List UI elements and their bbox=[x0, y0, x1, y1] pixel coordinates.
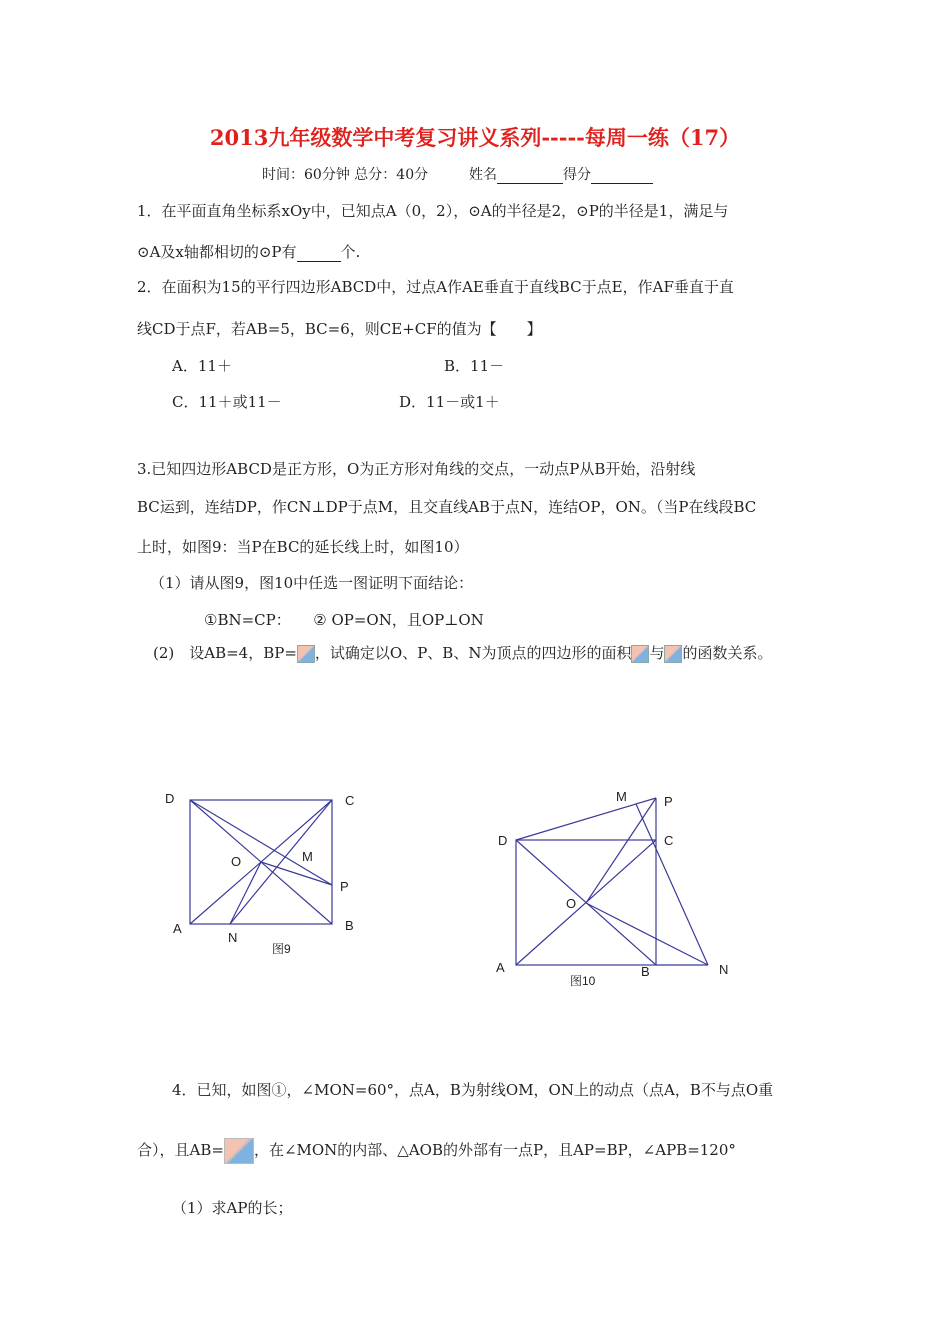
figure-9 bbox=[160, 785, 380, 955]
q2-option-a: A．11＋ bbox=[172, 357, 232, 375]
formula-image-icon bbox=[631, 645, 649, 663]
q4-part1: （1）求AP的长； bbox=[172, 1199, 293, 1217]
q3-part1: （1）请从图9，图10中任选一图证明下面结论： bbox=[150, 574, 474, 592]
fig10-label-c: C bbox=[664, 833, 674, 848]
q1-line2-end: 个. bbox=[340, 243, 361, 261]
fig9-line-on bbox=[230, 862, 261, 924]
formula-image-icon bbox=[224, 1138, 254, 1164]
formula-image-icon bbox=[297, 645, 315, 663]
q3-part2-b: ，试确定以O、P、B、N为顶点的四边形的面积 bbox=[314, 644, 632, 662]
q3-part2-a: (2) 设AB=4，BP= bbox=[153, 644, 297, 662]
q3-line2: BC运到，连结DP，作CN⊥DP于点M，且交直线AB于点N，连结OP，ON。（当P在线段BC bbox=[137, 498, 757, 516]
fig9-label-d: D bbox=[165, 791, 175, 806]
fig10-label-o: O bbox=[566, 896, 577, 911]
q4-line2-a: 合），且AB= bbox=[137, 1141, 224, 1159]
q1-line1: 1．在平面直角坐标系xOy中，已知点A（0，2），⊙A的半径是2，⊙P的半径是1，满足与 bbox=[137, 202, 729, 220]
fig10-line-mn bbox=[636, 804, 708, 965]
fig10-line-dp bbox=[516, 798, 656, 840]
fig9-label-o: O bbox=[231, 854, 242, 869]
fig10-line-on bbox=[586, 903, 708, 965]
formula-image-icon bbox=[664, 645, 682, 663]
points-blank bbox=[591, 167, 653, 184]
q2-line2: 线CD于点F，若AB=5，BC=6，则CE+CF的值为【 】 bbox=[137, 320, 542, 338]
fig9-caption: 图9 bbox=[272, 942, 291, 955]
fig9-label-p: P bbox=[340, 879, 349, 894]
fig10-label-a: A bbox=[496, 960, 505, 975]
q1-answer-blank bbox=[297, 243, 341, 262]
q4-line2 bbox=[137, 1138, 736, 1164]
q3-part2 bbox=[153, 642, 772, 663]
q4-line1: 4．已知，如图①，∠MON=60°，点A，B为射线OM，ON上的动点（点A，B不与点O重 bbox=[172, 1081, 774, 1099]
q2-option-b: B．11－ bbox=[444, 357, 505, 375]
fig9-label-b: B bbox=[345, 918, 354, 933]
exam-header bbox=[262, 164, 653, 184]
q3-line3: 上时，如图9：当P在BC的延长线上时，如图10） bbox=[137, 538, 469, 556]
page-title: 2013九年级数学中考复习讲义系列-----每周一练（17） bbox=[209, 125, 741, 150]
q1-line2 bbox=[137, 241, 360, 262]
q2-option-c: C．11＋或11－ bbox=[172, 393, 282, 411]
q3-part2-d: 的函数关系。 bbox=[682, 644, 773, 662]
fig10-line-op bbox=[586, 798, 656, 903]
name-blank bbox=[497, 167, 563, 184]
fig9-label-c: C bbox=[345, 793, 355, 808]
fig9-label-m: M bbox=[302, 849, 313, 864]
q2-line1: 2．在面积为15的平行四边形ABCD中，过点A作AE垂直于直线BC于点E，作AF垂直于直 bbox=[137, 278, 734, 296]
points-label: 得分 bbox=[563, 167, 592, 183]
q3-part2-c: 与 bbox=[649, 644, 665, 662]
fig9-label-n: N bbox=[228, 930, 238, 945]
q3-part1-items: ①BN=CP： ② OP=ON，且OP⊥ON bbox=[204, 611, 484, 629]
fig10-label-m: M bbox=[616, 789, 627, 804]
q2-option-d: D．11－或1＋ bbox=[399, 393, 500, 411]
q3-line1: 3.已知四边形ABCD是正方形，O为正方形对角线的交点，一动点P从B开始，沿射线 bbox=[137, 460, 696, 478]
fig9-line-dp bbox=[190, 800, 332, 885]
fig9-label-a: A bbox=[173, 921, 182, 936]
fig10-caption: 图10 bbox=[570, 974, 596, 988]
time-label: 时间：60分钟 bbox=[262, 167, 350, 183]
score-label: 总分：40分 bbox=[354, 167, 429, 183]
fig10-label-b: B bbox=[641, 964, 650, 979]
q1-line2-text: ⊙A及x轴都相切的⊙P有 bbox=[137, 243, 297, 261]
name-label: 姓名 bbox=[469, 167, 498, 183]
fig9-line-cn bbox=[230, 800, 332, 924]
figure-10 bbox=[490, 785, 740, 990]
fig10-label-n: N bbox=[719, 962, 729, 977]
fig10-label-p: P bbox=[664, 794, 673, 809]
q4-line2-b: ，在∠MON的内部、△AOB的外部有一点P，且AP=BP，∠APB=120° bbox=[253, 1141, 736, 1159]
fig10-label-d: D bbox=[498, 833, 508, 848]
